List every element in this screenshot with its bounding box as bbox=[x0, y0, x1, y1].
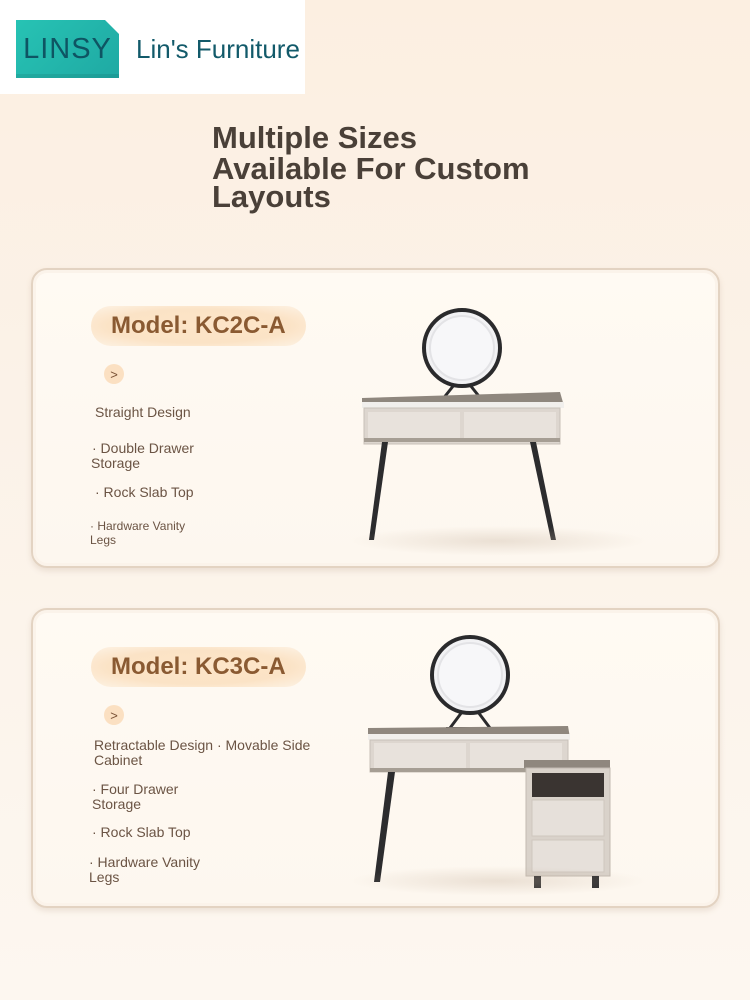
feature-line: Storage bbox=[91, 455, 141, 471]
headline-line-1: Multiple Sizes bbox=[212, 120, 417, 155]
feature-line: · Four Drawer bbox=[92, 781, 179, 797]
feature-line: Retractable Design · Movable Side bbox=[94, 737, 311, 753]
feature-rock-slab-top: · Rock Slab Top bbox=[95, 484, 194, 500]
feature-hardware-legs bbox=[89, 855, 200, 885]
model-label: Model: KC2C-A bbox=[91, 306, 306, 346]
brand-header bbox=[0, 0, 305, 94]
feature-line: Cabinet bbox=[94, 752, 143, 768]
feature-retractable-design bbox=[94, 738, 310, 768]
headline-line-2: Available For Custom bbox=[212, 151, 530, 186]
product-card-kc2c-a bbox=[31, 268, 720, 568]
brand-name: Lin's Furniture bbox=[136, 34, 300, 64]
product-card-kc3c-a bbox=[31, 608, 720, 908]
vanity-table-image bbox=[338, 288, 678, 558]
feature-line: Legs bbox=[89, 869, 120, 885]
headline bbox=[212, 120, 552, 214]
vanity-straight-svg bbox=[338, 288, 678, 558]
feature-line: · Hardware Vanity bbox=[90, 519, 186, 533]
feature-straight-design: Straight Design bbox=[95, 404, 191, 420]
floor-shadow bbox=[348, 866, 648, 896]
floor-shadow bbox=[348, 526, 648, 556]
feature-line: · Double Drawer bbox=[92, 440, 194, 456]
feature-line: Legs bbox=[90, 533, 117, 547]
feature-line: Storage bbox=[92, 796, 142, 812]
chevron-right-icon: > bbox=[104, 364, 124, 384]
feature-rock-slab-top: · Rock Slab Top bbox=[92, 824, 191, 840]
model-label: Model: KC3C-A bbox=[91, 647, 306, 687]
vanity-table-image bbox=[338, 628, 708, 898]
vanity-retractable-svg bbox=[338, 628, 708, 898]
feature-hardware-legs bbox=[90, 519, 185, 547]
brand-logo-text: LINSY bbox=[23, 32, 112, 65]
chevron-right-icon: > bbox=[104, 705, 124, 725]
feature-double-drawer bbox=[91, 441, 194, 471]
brand-logo bbox=[16, 20, 119, 78]
headline-line-3: Layouts bbox=[212, 179, 331, 214]
feature-four-drawer bbox=[92, 782, 178, 812]
feature-line: · Hardware Vanity bbox=[89, 854, 201, 870]
